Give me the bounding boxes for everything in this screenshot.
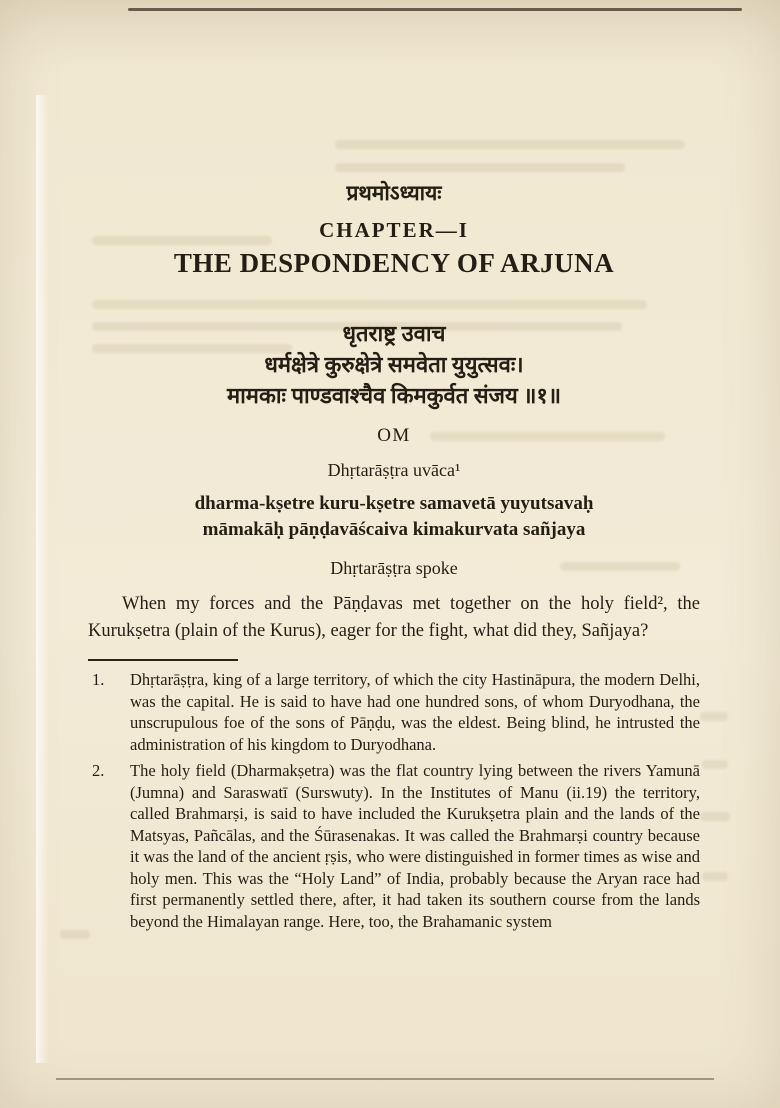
footnote: [88, 669, 700, 755]
speaker-translation: Dhṛtarāṣṭra spoke: [330, 558, 458, 578]
verse-line2-devanagari: मामकाः पाण्डवाश्चैव किमकुर्वत संजय ॥१॥: [226, 383, 562, 408]
footnote-number: 2.: [92, 761, 105, 780]
verse-speaker-devanagari: धृतराष्ट्र उवाच: [342, 321, 446, 346]
footnote-text: The holy field (Dharmakṣetra) was the flat country lying between the rivers Yamunā (Jumna) and Saraswatī (Surswuty). In the Institutes of Manu (ii.19) the territory, called Brahmarṣi, is said to have included the Kurukṣetra plain and the lands of the Matsyas, Pañcālas, and the Śūrasenakas. It was called the Brahmarṣi country because it was the land of the ancient ṛṣis, who were distinguished in former times as wise and holy men. This was the “Holy Land” of India, probably because the Aryan race had first permanently settled there, after, it had taken its southern course from the lands beyond the Himalayan range. Here, too, the Brahamanic system: [130, 761, 700, 931]
devanagari-verse-block: [88, 318, 700, 411]
footnotes-section: [88, 669, 700, 932]
verse-line2-transliteration: māmakāḥ pāṇḍavāścaiva kimakurvata sañjaya: [202, 519, 586, 540]
footnote-number: 1.: [92, 670, 105, 689]
footnote-text: Dhṛtarāṣṭra, king of a large territory, of which the city Hastināpura, the modern Delhi, was the capital. He is said to have had one hundred sons, of whom Duryodhana, the unscrupulous foe of the sons of Pāṇḍu, was the eldest. Being blind, he intrusted the administration of his kingdom to Duryodhana.: [130, 670, 700, 754]
transliterated-verse-block: [88, 491, 700, 543]
verse-line1-devanagari: धर्मक्षेत्रे कुरुक्षेत्रे समवेता युयुत्सवः।: [264, 352, 524, 377]
chapter-number-label: CHAPTER—I: [319, 218, 469, 242]
speaker-transliteration: Dhṛtarāṣṭra uvāca¹: [327, 460, 461, 480]
verse-line1-transliteration: dharma-kṣetre kuru-kṣetre samavetā yuyutsavaḥ: [194, 493, 594, 514]
verse-translation-paragraph: When my forces and the Pāṇḍavas met together on the holy field², the Kurukṣetra (plain of the Kurus), eager for the fight, what did they, Sañjaya?: [88, 594, 700, 641]
om-heading: OM: [377, 425, 411, 446]
footnote-separator-rule: [88, 659, 238, 661]
chapter-heading-devanagari: प्रथमोऽध्यायः: [346, 181, 442, 205]
chapter-title: THE DESPONDENCY OF ARJUNA: [173, 248, 615, 278]
footnote: [88, 760, 700, 932]
scan-edge-artifact-bottom: [56, 1078, 714, 1080]
